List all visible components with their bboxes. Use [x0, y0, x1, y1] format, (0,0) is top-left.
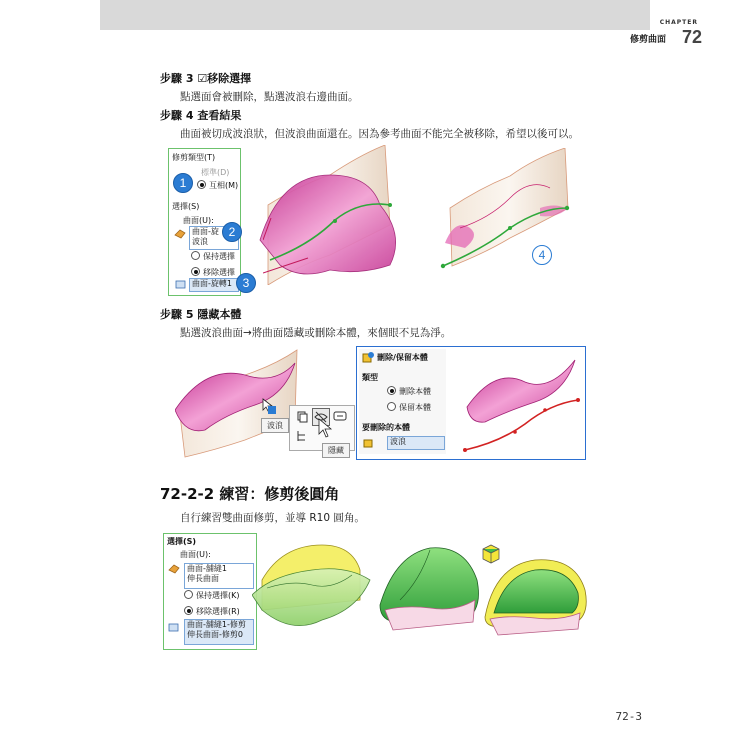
bodies-list[interactable] [387, 436, 445, 450]
hide-body-surface-illustration [175, 345, 300, 460]
standard-option[interactable] [201, 167, 229, 178]
practice-keep-option-label: 保持選擇(K) [196, 591, 240, 600]
tree-icon[interactable] [296, 430, 308, 442]
practice-surfaces-illustration [252, 540, 372, 640]
practice-trimmed-illustration [375, 540, 485, 640]
callout-badge-1: 1 [173, 173, 193, 193]
practice-surface-icon [168, 564, 180, 574]
delete-body-title: 刪除/保留本體 [377, 353, 428, 362]
surface-select-icon [174, 229, 186, 239]
list-item[interactable]: 曲面-旋轉1 [192, 279, 232, 288]
practice-filleted-illustration [480, 545, 590, 640]
trimmed-wave-curve-illustration [440, 148, 580, 273]
callout-badge-4: 4 [532, 245, 552, 265]
list-item[interactable]: 伸長曲面 [187, 574, 219, 583]
remove-option[interactable] [191, 267, 235, 278]
step-3-title: 步驟 3 ☑移除選擇 [160, 72, 252, 85]
list-item[interactable]: 曲面-舖縫1-修剪 [187, 620, 246, 629]
step-5-title: 步驟 5 隱藏本體 [160, 308, 242, 321]
practice-remove-icon [168, 622, 180, 632]
chapter-header-band [100, 0, 650, 30]
delete-body-radio[interactable] [387, 386, 396, 395]
keep-option-label: 保持選擇 [203, 252, 235, 261]
practice-surface-list[interactable] [184, 563, 254, 589]
step-4-title: 步驟 4 查看結果 [160, 109, 242, 122]
keep-body-option-label: 保留本體 [399, 403, 431, 412]
remove-radio[interactable] [191, 267, 200, 276]
delete-body-icon [362, 351, 374, 363]
list-item[interactable]: 波浪 [390, 437, 406, 446]
context-label-hide: 隱藏 [322, 443, 350, 458]
practice-keep-radio[interactable] [184, 590, 193, 599]
delete-body-panel [359, 349, 446, 454]
mutual-option[interactable] [197, 180, 238, 191]
comment-icon[interactable] [333, 411, 347, 423]
copy-icon[interactable] [296, 411, 308, 423]
list-item[interactable]: 伸長曲面-修剪0 [187, 630, 243, 639]
surface-label: 曲面(U): [183, 216, 214, 225]
delete-body-option[interactable] [387, 386, 431, 397]
practice-selection-label: 選擇(S) [167, 537, 197, 546]
bodies-to-delete-label: 要刪除的本體 [362, 423, 410, 432]
practice-surface-label: 曲面(U): [180, 550, 211, 559]
type-label: 類型 [362, 373, 378, 382]
mutual-option-label: 互相(M) [209, 181, 239, 190]
practice-remove-option-label: 移除選擇(R) [196, 607, 240, 616]
step-4-text: 曲面被切成波浪狀，但波浪曲面還在。因為參考曲面不能完全被移除，希望以後可以。 [180, 128, 579, 140]
keep-body-option[interactable] [387, 402, 431, 413]
standard-option-label: 標準(D) [201, 168, 230, 177]
pointer-cursor-icon [318, 418, 334, 440]
list-item[interactable]: 曲面-旋 [192, 227, 219, 236]
keep-radio[interactable] [191, 251, 200, 260]
callout-badge-2: 2 [222, 222, 242, 242]
delete-body-option-label: 刪除本體 [399, 387, 431, 396]
callout-badge-3: 3 [236, 273, 256, 293]
practice-property-panel [163, 533, 257, 650]
chapter-title: 修剪曲面 [629, 35, 666, 45]
selection-label: 選擇(S) [172, 202, 200, 211]
callout-leader-lines [263, 218, 313, 278]
page-number: 72-3 [615, 710, 642, 723]
practice-remove-list[interactable] [184, 619, 254, 645]
remove-select-icon [175, 279, 187, 289]
trim-type-label: 修剪類型(T) [172, 153, 216, 162]
practice-keep-option[interactable] [184, 590, 240, 601]
mutual-radio[interactable] [197, 180, 206, 189]
body-select-icon [363, 438, 375, 448]
step-5-text: 點選波浪曲面→將曲面隱藏或刪除本體，來個眼不見為淨。 [180, 327, 452, 339]
chapter-label: CHAPTER [659, 19, 698, 26]
list-item[interactable]: 曲面-舖縫1 [187, 564, 227, 573]
keep-option[interactable] [191, 251, 235, 262]
practice-remove-option[interactable] [184, 606, 240, 617]
keep-body-radio[interactable] [387, 402, 396, 411]
selection-square-icon [268, 406, 276, 414]
remove-option-label: 移除選擇 [203, 268, 235, 277]
section-text: 自行練習雙曲面修剪，並導 R10 圓角。 [180, 512, 365, 524]
remove-list[interactable] [189, 278, 239, 292]
step-3-text: 點選面會被刪除，點選波浪右邊曲面。 [180, 91, 359, 103]
practice-remove-radio[interactable] [184, 606, 193, 615]
deleted-body-curve-illustration [455, 352, 580, 454]
chapter-number: 72 [681, 27, 702, 47]
list-item[interactable]: 波浪 [192, 237, 208, 246]
section-title: 72-2-2 練習：修剪後圓角 [160, 485, 340, 503]
context-label-wave: 波浪 [261, 418, 289, 433]
